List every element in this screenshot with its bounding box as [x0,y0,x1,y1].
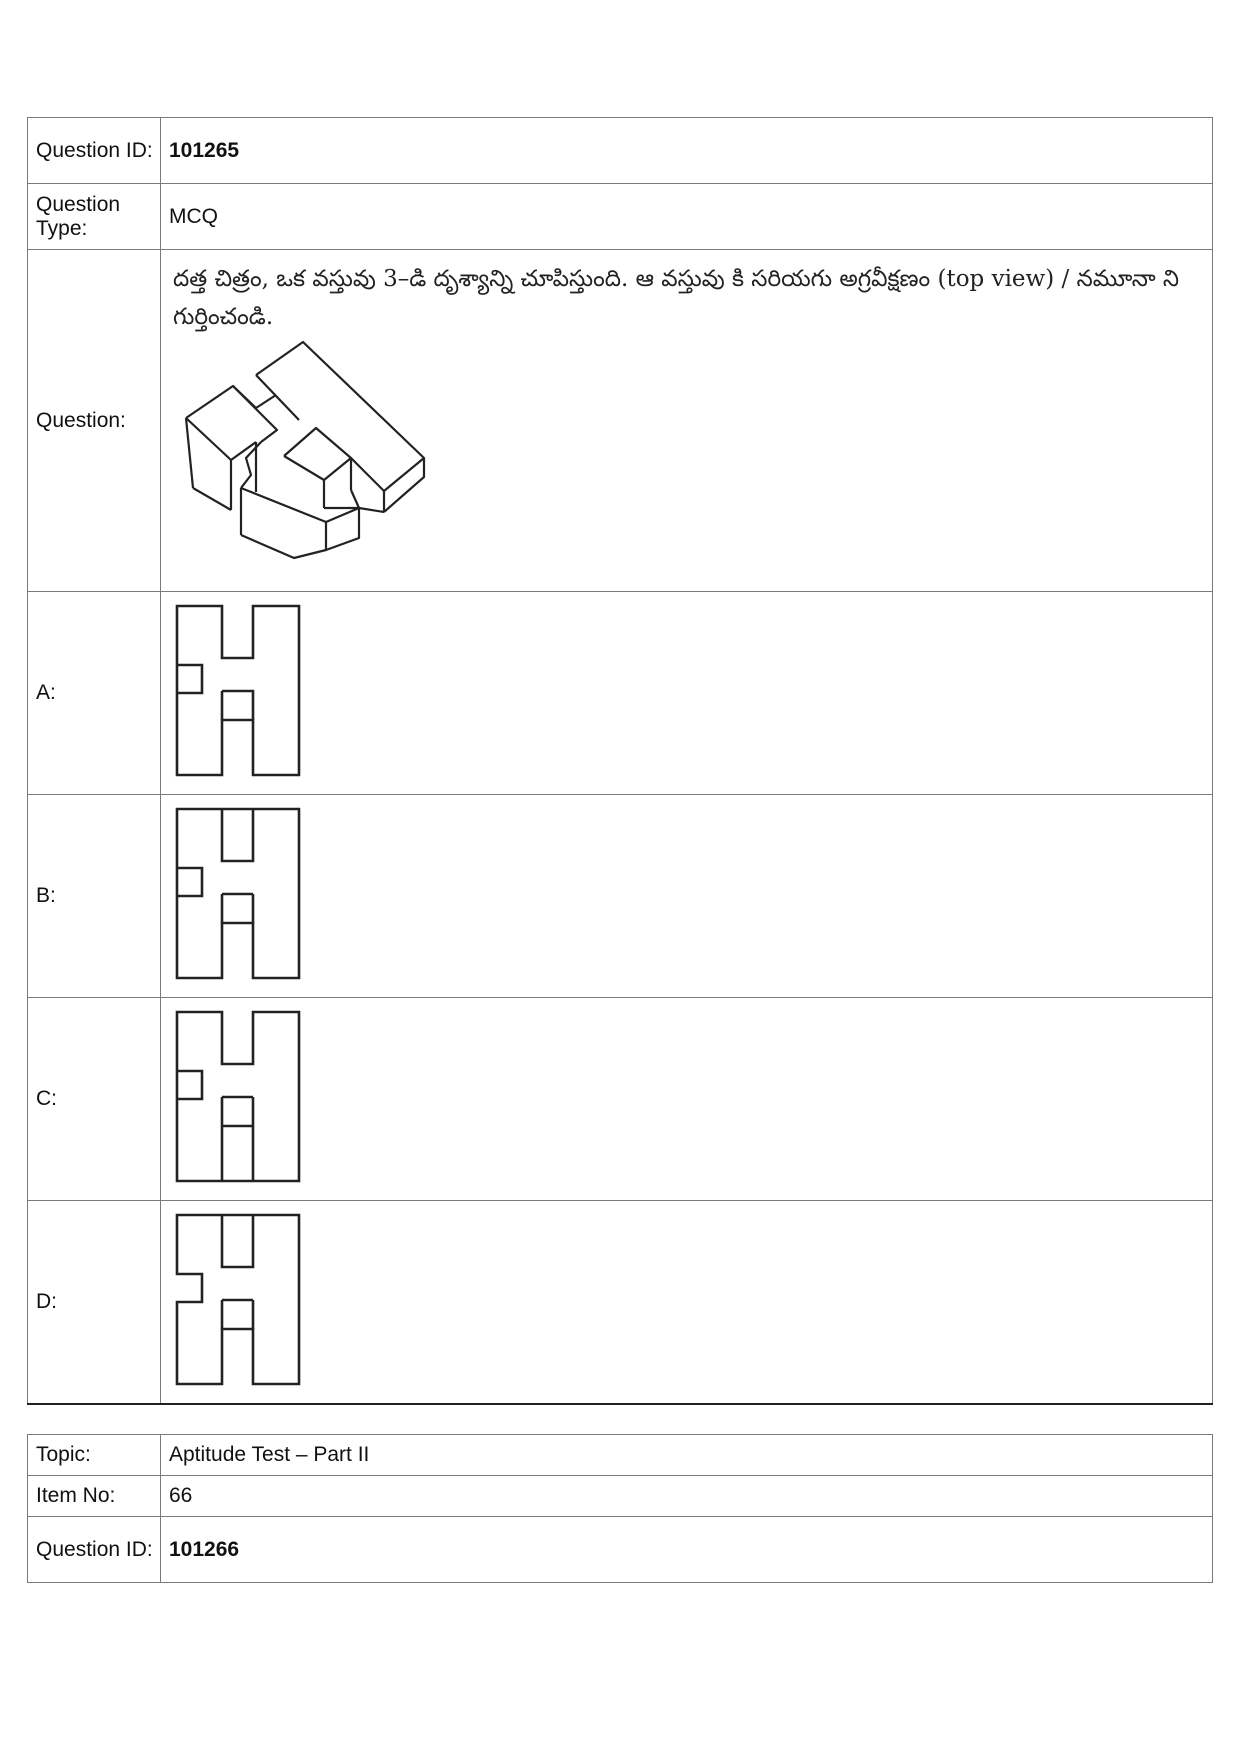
option-a-figure-cell[interactable] [161,592,1213,795]
option-d-label: D: [28,1201,161,1404]
next-question-id-number: 101266 [169,1537,240,1561]
question-id-number: 101265 [169,138,240,162]
option-d-figure-cell[interactable] [161,1201,1213,1404]
question-label: Question: [28,250,161,592]
next-question-id-label: Question ID: [28,1517,161,1583]
option-row-d[interactable] [28,1201,1213,1404]
item-no-label: Item No: [28,1476,161,1517]
option-row-c[interactable] [28,998,1213,1201]
option-a-label: A: [28,592,161,795]
option-c-label: C: [28,998,161,1201]
item-no-row [28,1476,1213,1517]
question-type-row [28,184,1213,250]
topic-label: Topic: [28,1435,161,1476]
question-id-value [161,118,1213,184]
isometric-object-figure [181,340,441,570]
option-b-figure-cell[interactable] [161,795,1213,998]
question-type-label: Question Type: [28,184,161,250]
item-no-value: 66 [161,1476,1213,1517]
question-text: దత్త చిత్రం, ఒక వస్తువు 3–డి దృశ్యాన్ని చూపిస్తుంది. ఆ వస్తువు కి సరియగు అగ్రవీక్షణం (top view) / నమూనా ని గుర్తించండి. [173,266,1180,330]
option-row-a[interactable] [28,592,1213,795]
topic-row [28,1435,1213,1476]
question-id-row [28,118,1213,184]
question-row [28,250,1213,592]
question-table [27,117,1213,1405]
next-question-table [27,1434,1213,1583]
next-question-id-row [28,1517,1213,1583]
option-b-label: B: [28,795,161,998]
topic-value: Aptitude Test – Part II [161,1435,1213,1476]
question-content [161,250,1213,592]
option-d-figure [175,1212,305,1392]
question-id-label: Question ID: [28,118,161,184]
option-c-figure-cell[interactable] [161,998,1213,1201]
question-type-value: MCQ [161,184,1213,250]
next-question-id-value [161,1517,1213,1583]
option-b-figure [175,806,305,986]
option-row-b[interactable] [28,795,1213,998]
option-a-figure [175,603,305,783]
option-c-figure [175,1009,305,1189]
